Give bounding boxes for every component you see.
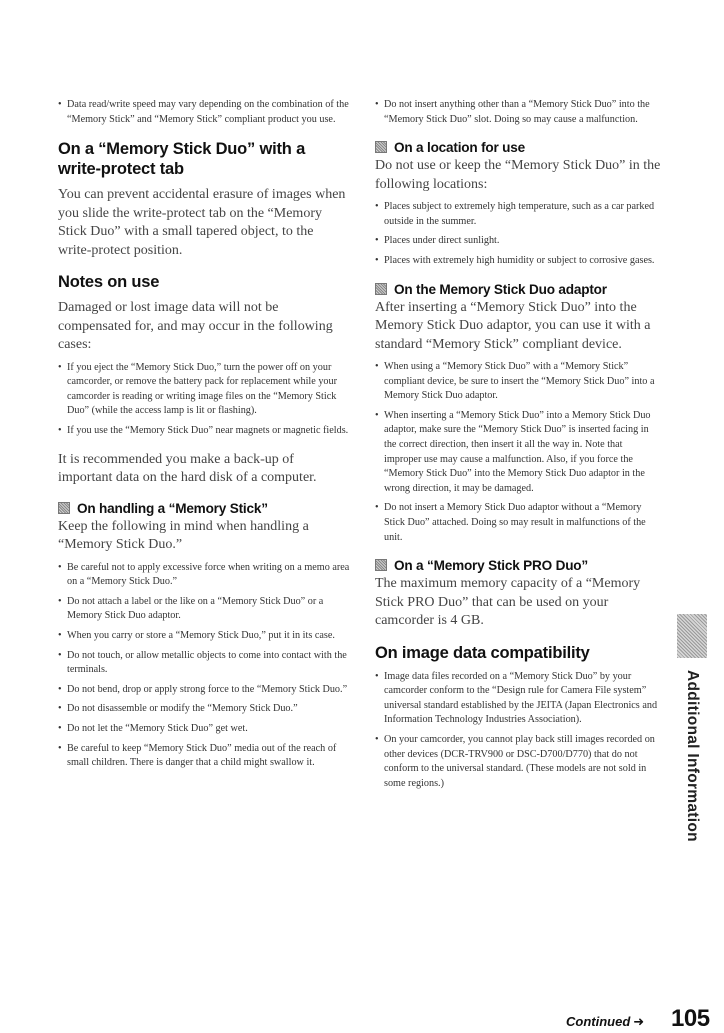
continued-text: Continued [566, 1014, 631, 1029]
list-item: • Do not bend, drop or apply strong force to the “Memory Stick Duo.” [58, 683, 350, 698]
list-item: • Do not insert anything other than a “Memory Stick Duo” into the “Memory Stick Duo” slot. Doing so may cause a malfunction. [375, 98, 661, 127]
notes-on-use-bullets [58, 361, 350, 439]
list-item: • Image data files recorded on a “Memory Stick Duo” by your camcorder conform to the “Design rule for Camera File system” universal standard established by the JEITA (Japan Electronics and Information Technology Industries Association). [375, 670, 661, 728]
list-item: • If you use the “Memory Stick Duo” near magnets or magnetic fields. [58, 424, 350, 439]
list-item: • Places with extremely high humidity or subject to corrosive gases. [375, 254, 661, 269]
list-item: • Data read/write speed may vary depending on the combination of the “Memory Stick” and “Memory Stick” compliant product you use. [58, 98, 350, 127]
list-item: • Be careful not to apply excessive force when writing on a memo area on a “Memory Stick Duo.” [58, 561, 350, 590]
adaptor-bullets [375, 360, 661, 545]
adaptor-body: After inserting a “Memory Stick Duo” into the Memory Stick Duo adaptor, you can use it with a standard “Memory Stick” compliant device. [375, 299, 651, 352]
section-square-icon [58, 502, 70, 514]
section-tab-label: Additional Information [684, 670, 701, 842]
list-item: • Places subject to extremely high temperature, such as a car parked outside in the summer. [375, 200, 661, 229]
handling-body: Keep the following in mind when handling a “Memory Stick Duo.” [58, 518, 309, 553]
left-top-bullet-list [58, 98, 350, 127]
heading-write-protect-tab: On a “Memory Stick Duo” with a write-protect tab [58, 140, 306, 179]
pro-duo-body: The maximum memory capacity of a “Memory Stick PRO Duo” that can be used on your camcorder is 4 GB. [375, 576, 641, 629]
list-item: • If you eject the “Memory Stick Duo,” turn the power off on your camcorder, or remove the battery pack for replacement while your camcorder is reading or writing image files on the “Memory Stick Duo” (while the access lamp is lit or flashing). [58, 361, 350, 419]
right-column [375, 98, 661, 796]
heading-text: On handling a “Memory Stick” [77, 500, 268, 516]
list-item: • When using a “Memory Stick Duo” with a “Memory Stick” compliant device, be sure to insert the “Memory Stick Duo” into a Memory Stick Duo adaptor. [375, 360, 661, 404]
right-top-bullet-list [375, 98, 661, 127]
heading-text: On a location for use [394, 140, 526, 156]
list-item: • On your camcorder, you cannot play back still images recorded on other devices (DCR-TRV900 or DSC-D700/D770) that do not conform to the universal standard. (These models are not sold in some regions.) [375, 733, 661, 791]
heading-duo-adaptor [375, 281, 661, 298]
page-number: 105 [671, 1005, 710, 1032]
section-square-icon [375, 559, 387, 571]
backup-recommendation: It is recommended you make a back-up of important data on the hard disk of a computer. [58, 451, 317, 486]
list-item: • Be careful to keep “Memory Stick Duo” media out of the reach of small children. There is danger that a child might swallow it. [58, 742, 350, 771]
section-tab-marker [677, 614, 707, 658]
section-square-icon [375, 283, 387, 295]
heading-image-data-compatibility: On image data compatibility [375, 643, 590, 662]
heading-handling-memory-stick [58, 500, 350, 517]
continued-arrow-icon: ➜ [633, 1014, 645, 1029]
continued-indicator [566, 1014, 644, 1030]
heading-notes-on-use: Notes on use [58, 273, 160, 292]
list-item: • Do not attach a label or the like on a “Memory Stick Duo” or a Memory Stick Duo adaptor. [58, 595, 350, 624]
location-body: Do not use or keep the “Memory Stick Duo” in the following locations: [375, 158, 661, 192]
list-item: • Places under direct sunlight. [375, 234, 661, 249]
list-item: • When inserting a “Memory Stick Duo” into a Memory Stick Duo adaptor, make sure the “Memory Stick Duo” is inserted facing in the correct direction, then insert it all the way in. Note that improper use may cause a malfunction. Also, if you force the “Memory Stick Duo” into the Memory Stick Duo adaptor in the wrong direction, it may be damaged. [375, 409, 661, 497]
heading-pro-duo [375, 557, 661, 574]
heading-text: On the Memory Stick Duo adaptor [394, 281, 607, 297]
location-bullets [375, 200, 661, 268]
list-item: • Do not touch, or allow metallic objects to come into contact with the terminals. [58, 649, 350, 678]
handling-bullets [58, 561, 350, 771]
heading-location-for-use [375, 139, 661, 156]
list-item: • Do not let the “Memory Stick Duo” get wet. [58, 722, 350, 737]
list-item: • Do not insert a Memory Stick Duo adaptor without a “Memory Stick Duo” attached. Doing so may result in malfunctions of the unit. [375, 501, 661, 545]
left-column [58, 98, 350, 776]
list-item: • Do not disassemble or modify the “Memory Stick Duo.” [58, 702, 350, 717]
compatibility-bullets [375, 670, 661, 792]
section-square-icon [375, 141, 387, 153]
write-protect-body: You can prevent accidental erasure of images when you slide the write-protect tab on the “Memory Stick Duo” with a small tapered object, to the write-protect position. [58, 187, 346, 258]
list-item: • When you carry or store a “Memory Stick Duo,” put it in its case. [58, 629, 350, 644]
notes-on-use-body: Damaged or lost image data will not be compensated for, and may occur in the following cases: [58, 300, 333, 353]
heading-text: On a “Memory Stick PRO Duo” [394, 558, 589, 574]
